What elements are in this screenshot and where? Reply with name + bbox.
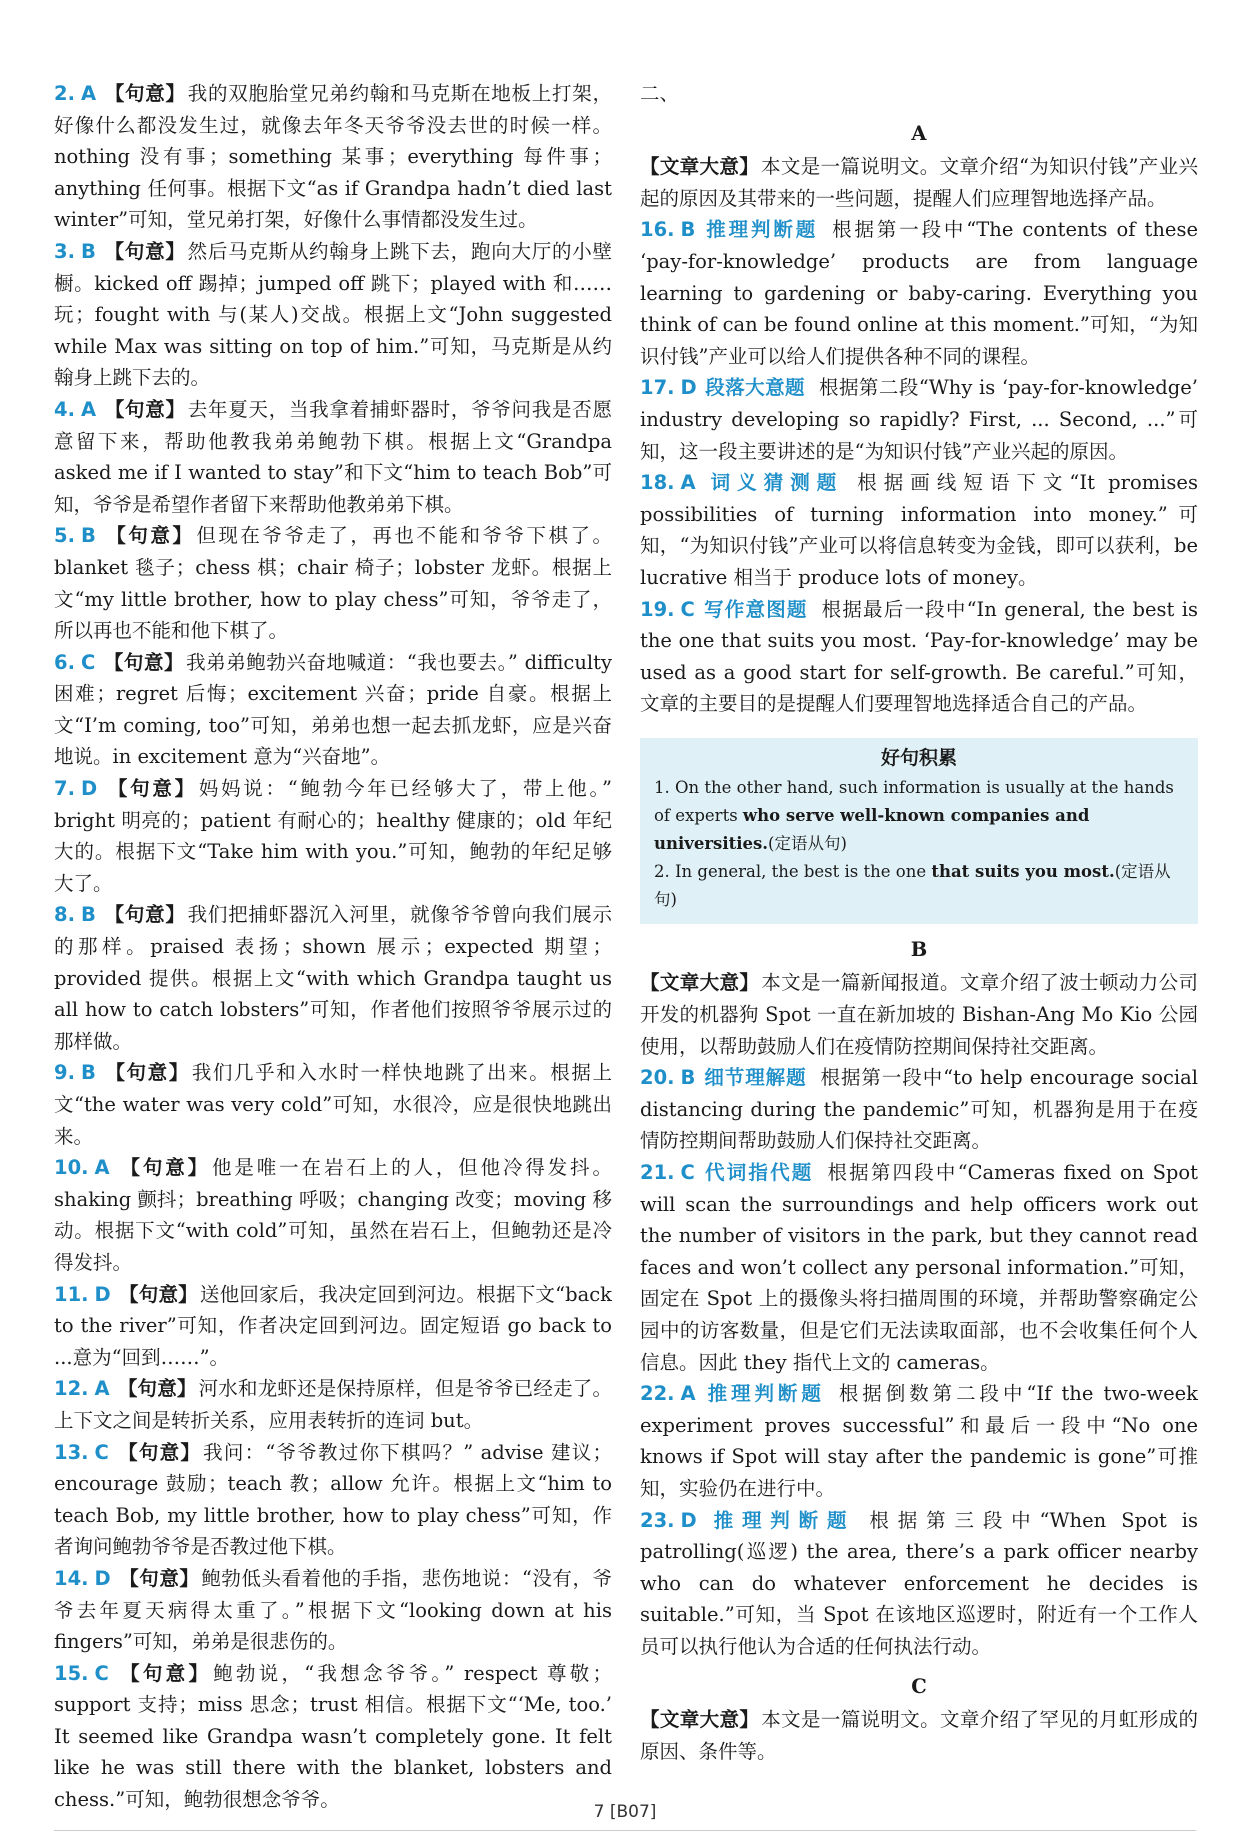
explanation-text: 我们把捕虾器沉入河里，就像爷爷曾向我们展示的那样。praised 表扬；shown 展示；expected 期望；provided 提供。根据上文“with which Grandpa taught us all how to catch lobsters”可知，作者他们按照爷爷展示过的那样做。: [54, 903, 612, 1053]
question-number: 3.: [54, 239, 75, 263]
answer-letter: D: [80, 777, 98, 801]
page-footer: [0, 1802, 1250, 1822]
sentence-meaning-tag: 【句意】: [117, 1377, 197, 1401]
good-sentences-title: 好句积累: [880, 746, 957, 769]
answer-item: [640, 1157, 1198, 1378]
answer-item: [640, 594, 1198, 720]
explanation-text: 我们几乎和入水时一样快地跳了出来。根据上文“the water was very cold”可知，水很冷，应是很快地跳出来。: [54, 1061, 612, 1148]
question-number: 14.: [54, 1566, 89, 1590]
explanation-text: 根据第一段中“to help encourage social distancing during the pandemic”可知，机器狗是用于在疫情防控期间帮助鼓励人们保持社交距离。: [640, 1066, 1198, 1153]
question-number: 20.: [640, 1066, 675, 1090]
question-type: 推理判断题: [703, 218, 819, 242]
answer-letter: B: [680, 1066, 696, 1090]
answer-letter: C: [80, 650, 96, 674]
question-number: 12.: [54, 1377, 89, 1401]
question-number: 9.: [54, 1061, 75, 1085]
question-number: 23.: [640, 1508, 675, 1532]
answer-letter: B: [80, 524, 96, 548]
sentence-meaning-tag: 【句意】: [103, 650, 185, 674]
answer-letter: B: [680, 218, 696, 242]
sentence-meaning-tag: 【句意】: [118, 1282, 198, 1306]
good-sentence-1: 1. On the other hand, such information is usually at the hands of experts who serve well-known companies and universities.(定语从句): [654, 777, 1174, 853]
answer-item: [54, 1437, 612, 1563]
question-number: 13.: [54, 1440, 89, 1464]
sentence-meaning-tag: 【句意】: [103, 1061, 190, 1085]
question-number: 19.: [640, 597, 675, 621]
sentence-meaning-tag: 【句意】: [103, 524, 195, 548]
question-number: 5.: [54, 524, 75, 548]
answer-item: [54, 1152, 612, 1278]
footer-rule: [54, 1830, 1196, 1831]
answer-letter: A: [94, 1377, 110, 1401]
question-number: 7.: [54, 777, 75, 801]
answer-item: [54, 236, 612, 394]
question-number: 17.: [640, 376, 675, 400]
question-number: 11.: [54, 1282, 89, 1306]
page-number: 7: [593, 1802, 605, 1822]
question-number: 18.: [640, 471, 675, 495]
answer-item: [640, 372, 1198, 467]
explanation-text: 根据第二段“Why is ‘pay-for-knowledge’ industry developing so rapidly? First, ... Second, ...”可知，这一段主要讲述的是“为知识付钱”产业兴起的原因。: [640, 376, 1198, 463]
question-number: 4.: [54, 397, 75, 421]
question-type: 细节理解题: [703, 1066, 807, 1090]
passage-b-items: [640, 1062, 1198, 1662]
explanation-text: 送他回家后，我决定回到河边。根据下文“back to the river”可知，作者决定回到河边。固定短语 go back to ...意为“回到……”。: [54, 1282, 612, 1369]
passage-a-letter: A: [911, 121, 927, 145]
explanation-text: 然后马克斯从约翰身上跳下去，跑向大厅的小壁橱。kicked off 踢掉；jumped off 跳下；played with 和……玩；fought with 与(某人)交战。根据上文“John suggested while Max was sitting on top of him.”可知，马克斯是从约翰身上跳下去的。: [54, 239, 612, 390]
question-type: 代词指代题: [702, 1161, 814, 1185]
explanation-text: 根据第三段中“When Spot is patrolling(巡逻) the area, there’s a park officer nearby who can do whatever enforcement he decides is suitable.”可知，当 Spot 在该地区巡逻时，附近有一个工作人员可以执行他认为合适的任何执法行动。: [640, 1508, 1198, 1658]
answer-item: [640, 214, 1198, 372]
sentence-meaning-tag: 【句意】: [117, 1156, 211, 1180]
answer-letter: A: [80, 82, 97, 105]
sentence-meaning-tag: 【句意】: [104, 397, 186, 421]
question-number: 8.: [54, 903, 75, 927]
sentence-meaning-tag: 【句意】: [118, 1566, 200, 1590]
passage-a-summary: 【文章大意】 本文是一篇说明文。文章介绍“为知识付钱”产业兴起的原因及其带来的一些问题，提醒人们应理智地选择产品。: [640, 155, 1198, 210]
good-sentence-2: 2. In general, the best is the one that suits you most.(定语从句): [654, 861, 1171, 909]
passage-b-summary: 【文章大意】 本文是一篇新闻报道。文章介绍了波士顿动力公司开发的机器狗 Spot 一直在新加坡的 Bishan-Ang Mo Kio 公园使用，以帮助鼓励人们在疫情防控期间保持社交距离。: [640, 971, 1198, 1058]
question-type: 写作意图题: [702, 597, 808, 621]
answer-item: [640, 1378, 1198, 1504]
question-type: 段落大意题: [704, 376, 805, 400]
explanation-text: 去年夏天，当我拿着捕虾器时，爷爷问我是否愿意留下来，帮助他教我弟弟鲍勃下棋。根据上文“Grandpa asked me if I wanted to stay”和下文“him to teach Bob”可知，爷爷是希望作者留下来帮助他教弟弟下棋。: [54, 397, 612, 516]
explanation-text: 根据画线短语下文“It promises possibilities of turning information into money.”可知，“为知识付钱”产业可以将信息转变为金钱，即可以获利，be lucrative 相当于 produce lots of money。: [640, 471, 1198, 589]
sentence-meaning-tag: 【句意】: [104, 82, 186, 105]
answer-item: [54, 773, 612, 899]
answer-item: [54, 1563, 612, 1658]
answer-letter: C: [94, 1440, 109, 1464]
answer-letter: C: [680, 1161, 695, 1185]
answer-letter: A: [94, 1156, 110, 1180]
passage-a-items: [640, 214, 1198, 720]
explanation-text: 根据第一段中“The contents of these ‘pay-for-knowledge’ products are from language learning to gardening or baby-caring. Everything you think of can be found online at this moment.”可知，“为知识付钱”产业可以给人们提供各种不同的课程。: [640, 218, 1198, 368]
question-number: 6.: [54, 650, 75, 674]
left-column: [54, 78, 612, 1816]
answer-item: [54, 1057, 612, 1152]
answer-item: [54, 899, 612, 1057]
explanation-text: 河水和龙虾还是保持原样，但是爷爷已经走了。上下文之间是转折关系，应用表转折的连词 but。: [54, 1377, 612, 1432]
question-type: 词义猜测题: [703, 471, 844, 495]
answer-item: [640, 467, 1198, 593]
answer-letter: D: [94, 1566, 111, 1590]
explanation-text: 鲍勃说，“我想念爷爷。” respect 尊敬；support 支持；miss 思念；trust 相信。根据下文“‘Me, too.’ It seemed like Grandpa wasn’t completely gone. It felt like he was still there with the blanket, lobsters and chess.”可知，鲍勃很想念爷爷。: [54, 1661, 612, 1812]
answer-letter: A: [680, 471, 696, 495]
answer-letter: C: [94, 1661, 109, 1685]
answer-letter: D: [680, 1508, 697, 1532]
explanation-text: 我弟弟鲍勃兴奋地喊道：“我也要去。” difficulty 困难；regret 后悔；excitement 兴奋；pride 自豪。根据上文“I’m coming, too”可知，弟弟也想一起去抓龙虾，应是兴奋地说。in excitement 意为“兴奋地”。: [54, 650, 612, 769]
answer-item: [54, 78, 612, 236]
answer-item: [54, 1279, 612, 1374]
answer-item: [54, 1658, 612, 1816]
explanation-text: 我问：“爷爷教过你下棋吗？” advise 建议；encourage 鼓励；teach 教；allow 允许。根据上文“him to teach Bob, my little brother, how to play chess”可知，作者询问鲍勃爷爷是否教过他下棋。: [54, 1440, 612, 1559]
answer-letter: A: [680, 1382, 696, 1406]
explanation-text: 但现在爷爷走了，再也不能和爷爷下棋了。blanket 毯子；chess 棋；chair 椅子；lobster 龙虾。根据上文“my little brother, how to play chess”可知，爷爷走了，所以再也不能和他下棋了。: [54, 524, 612, 643]
section-heading: 二、: [640, 82, 680, 105]
page-code: [B07]: [609, 1802, 657, 1822]
explanation-text: 根据倒数第二段中“If the two-week experiment proves successful”和最后一段中“No one knows if Spot will stay after the pandemic is gone”可推知，实验仍在进行中。: [640, 1382, 1198, 1500]
answer-letter: A: [80, 397, 97, 421]
question-number: 22.: [640, 1382, 675, 1406]
explanation-text: 根据最后一段中“In general, the best is the one that suits you most. ‘Pay-for-knowledge’ may be used as a good start for self-growth. Be careful.”可知，文章的主要目的是提醒人们要理智地选择适合自己的产品。: [640, 597, 1198, 716]
passage-c-letter: C: [911, 1674, 927, 1698]
explanation-text: 根据第四段中“Cameras fixed on Spot will scan the surroundings and help officers work out the number of visitors in the park, but they cannot read faces and won’t collect any personal information.”可知，固定在 Spot 上的摄像头将扫描周围的环境，并帮助警察确定公园中的访客数量，但是它们无法读取面部，也不会收集任何个人信息。因此 they 指代上文的 cameras。: [640, 1161, 1198, 1374]
answer-letter: B: [80, 239, 96, 263]
answer-item: [54, 394, 612, 520]
answer-item: [54, 647, 612, 773]
answer-item: [640, 1505, 1198, 1663]
question-number: 10.: [54, 1156, 89, 1180]
sentence-meaning-tag: 【句意】: [103, 239, 186, 263]
question-number: 21.: [640, 1161, 675, 1185]
explanation-text: 鲍勃低头看着他的手指，悲伤地说：“没有，爷爷去年夏天病得太重了。”根据下文“looking down at his fingers”可知，弟弟是很悲伤的。: [54, 1566, 612, 1654]
question-number: 15.: [54, 1661, 89, 1685]
passage-c-summary: 【文章大意】 本文是一篇说明文。文章介绍了罕见的月虹形成的原因、条件等。: [640, 1708, 1198, 1763]
question-type: 推理判断题: [703, 1382, 825, 1406]
explanation-text: 妈妈说：“鲍勃今年已经够大了，带上他。” bright 明亮的；patient 有耐心的；healthy 健康的；old 年纪大的。根据下文“Take him with you.”可知，鲍勃的年纪足够大了。: [54, 777, 612, 895]
explanation-text: 他是唯一在岩石上的人，但他冷得发抖。shaking 颤抖；breathing 呼吸；changing 改变；moving 移动。根据下文“with cold”可知，虽然在岩石上，但鲍勃还是冷得发抖。: [54, 1156, 612, 1274]
answer-item: [54, 1373, 612, 1436]
passage-b-letter: B: [910, 937, 928, 961]
sentence-meaning-tag: 【句意】: [105, 777, 197, 801]
answer-letter: D: [680, 376, 697, 400]
answer-letter: B: [80, 1061, 96, 1085]
answer-letter: B: [80, 903, 96, 927]
answer-item: [54, 520, 612, 646]
answer-letter: D: [94, 1282, 111, 1306]
sentence-meaning-tag: 【句意】: [116, 1661, 212, 1685]
answer-letter: C: [680, 597, 695, 621]
question-number: 16.: [640, 218, 675, 242]
question-type: 推理判断题: [704, 1508, 856, 1532]
good-sentences-box: [640, 738, 1198, 924]
sentence-meaning-tag: 【句意】: [103, 903, 186, 927]
right-column: [640, 78, 1198, 1767]
question-number: 2.: [54, 82, 75, 105]
sentence-meaning-tag: 【句意】: [116, 1440, 202, 1464]
explanation-text: 我的双胞胎堂兄弟约翰和马克斯在地板上打架，好像什么都没发生过，就像去年冬天爷爷没去世的时候一样。nothing 没有事；something 某事；everything 每件事；anything 任何事。根据下文“as if Grandpa hadn’t died last winter”可知，堂兄弟打架，好像什么事情都没发生过。: [54, 82, 612, 232]
answer-item: [640, 1062, 1198, 1157]
